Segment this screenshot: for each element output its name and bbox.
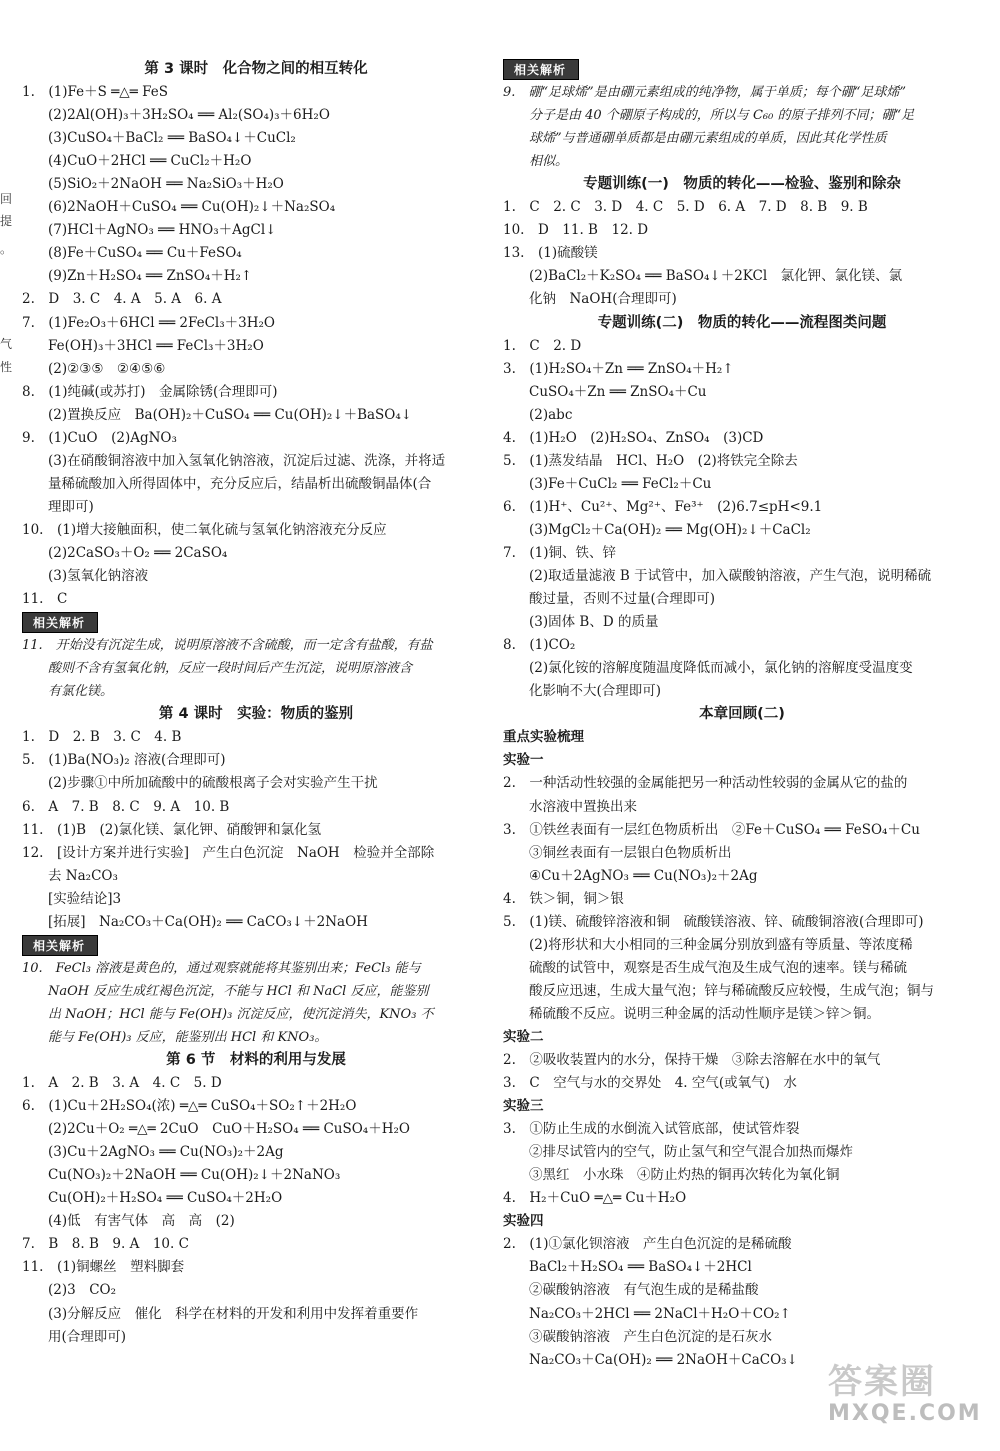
answer-line-continued: Na₂CO₃＋2HCl ══ 2NaCl＋H₂O＋CO₂↑	[529, 1305, 791, 1322]
analysis-line-continued: NaOH 反应生成红褐色沉淀，不能与 HCl 和 NaCl 反应，能鉴别	[48, 983, 429, 999]
answer-line-continued: (3)在硝酸铜溶液中加入氢氧化钠溶液，沉淀后过滤、洗涤，并将适	[48, 452, 446, 469]
answer-line: 5. (1)Ba(NO₃)₂ 溶液(合理即可)	[22, 752, 226, 769]
answer-line: 2. 一种活动性较强的金属能把另一种活动性较弱的金属从它的盐的	[503, 775, 908, 792]
answer-line-continued: Cu(OH)₂＋H₂SO₄ ══ CuSO₄＋2H₂O	[48, 1190, 283, 1207]
answer-line-continued: (4)CuO＋2HCl ══ CuCl₂＋H₂O	[48, 153, 252, 170]
answer-line-continued: (2)步骤①中所加硫酸中的硫酸根离子会对实验产生干扰	[48, 775, 378, 792]
answer-line-continued: 水溶液中置换出来	[529, 798, 637, 815]
answer-line-continued: ③碳酸钠溶液 产生白色沉淀的是石灰水	[529, 1328, 772, 1345]
answer-line-continued: (3)固体 B、D 的质量	[529, 614, 659, 631]
answer-line-continued: [拓展] Na₂CO₃＋Ca(OH)₂ ══ CaCO₃↓＋2NaOH	[48, 913, 368, 930]
answer-line-continued: (3)Cu＋2AgNO₃ ══ Cu(NO₃)₂＋2Ag	[48, 1144, 284, 1161]
answer-line-continued: (2)BaCl₂＋K₂SO₄ ══ BaSO₄↓＋2KCl 氯化钾、氯化镁、氯	[529, 268, 903, 285]
analysis-label-row	[22, 934, 490, 957]
answer-line: 8. (1)纯碱(或苏打) 金属除锈(合理即可)	[22, 383, 278, 400]
answer-line-continued: 用(合理即可)	[48, 1328, 127, 1345]
answer-line: 6. (1)H⁺、Cu²⁺、Mg²⁺、Fe³⁺ (2)6.7≤pH<9.1	[503, 498, 823, 515]
analysis-line-continued: 能与 Fe(OH)₃ 反应，能鉴别出 HCl 和 KNO₃。	[48, 1029, 328, 1045]
answer-line-continued: (3)分解反应 催化 科学在材料的开发和利用中发挥着重要作	[48, 1305, 419, 1322]
analysis-line-continued: 分子是由 40 个硼原子构成的，所以与 C₆₀ 的原子排列不同；硼“足	[529, 108, 915, 124]
answer-line-continued: CuSO₄＋Zn ══ ZnSO₄＋Cu	[529, 383, 707, 400]
answer-line-continued: Fe(OH)₃＋3HCl ══ FeCl₃＋3H₂O	[48, 337, 264, 354]
section-heading: 专题训练(二) 物质的转化——流程图类问题	[597, 314, 887, 331]
answer-line-continued: (2)2Al(OH)₃＋3H₂SO₄ ══ Al₂(SO₄)₃＋6H₂O	[48, 107, 330, 124]
answer-line-continued: ③铜丝表面有一层银白色物质析出	[529, 844, 732, 861]
analysis-label: 相关解析	[503, 59, 579, 80]
section-heading: 第 4 课时 实验：物质的鉴别	[158, 706, 354, 723]
answer-line: 11. C	[22, 591, 68, 608]
answer-line: 9. (1)CuO (2)AgNO₃	[22, 429, 177, 446]
answer-line-continued: (2)②③⑤ ②④⑤⑥	[48, 360, 166, 377]
subsection-heading: 实验二	[503, 1028, 544, 1045]
answer-line-continued: Cu(NO₃)₂＋2NaOH ══ Cu(OH)₂↓＋2NaNO₃	[48, 1167, 341, 1184]
margin-fragment: 。	[0, 242, 13, 256]
answer-line: 6. (1)Cu＋2H₂SO₄(浓) ═△═ CuSO₄＋SO₂↑＋2H₂O	[22, 1098, 357, 1115]
analysis-label-row	[22, 611, 490, 634]
answer-line: 1. C 2. C 3. D 4. C 5. D 6. A 7. D 8. B 9. B	[503, 199, 868, 216]
analysis-line: 9. 硼“足球烯”是由硼元素组成的纯净物，属于单质；每个硼“足球烯”	[503, 85, 906, 101]
answer-line: 4. H₂＋CuO ═△═ Cu＋H₂O	[503, 1190, 687, 1207]
answer-line: 3. C 空气与水的交界处 4. 空气(或氧气) 水	[503, 1075, 797, 1092]
answer-line-continued: (6)2NaOH＋CuSO₄ ══ Cu(OH)₂↓＋Na₂SO₄	[48, 199, 336, 216]
answer-line-continued: (2)将形状和大小相同的三种金属分别放到盛有等质量、等浓度稀	[529, 936, 913, 953]
answer-line-continued: (3)氢氧化钠溶液	[48, 568, 149, 585]
analysis-line-continued: 出 NaOH；HCl 能与 Fe(OH)₃ 沉淀反应，使沉淀消失，KNO₃ 不	[48, 1006, 434, 1022]
analysis-line-continued: 有氯化镁。	[48, 684, 114, 700]
answer-line: 13. (1)硫酸镁	[503, 245, 598, 262]
answer-line-continued: (2)2CaSO₃＋O₂ ══ 2CaSO₄	[48, 544, 228, 561]
answer-line-continued: (3)CuSO₄＋BaCl₂ ══ BaSO₄↓＋CuCl₂	[48, 130, 296, 147]
answer-line-continued: (2)3 CO₂	[48, 1282, 117, 1299]
subsection-heading: 实验三	[503, 1098, 544, 1115]
watermark-badge: 答案圈	[828, 1362, 936, 1402]
answer-line: 4. 铁＞铜，铜＞银	[503, 890, 624, 907]
answer-line-continued: 量稀硫酸加入所得固体中，充分反应后，结晶析出硫酸铜晶体(合	[48, 475, 432, 492]
section-heading: 第 3 课时 化合物之间的相互转化	[144, 61, 368, 77]
answer-line-continued: (3)MgCl₂＋Ca(OH)₂ ══ Mg(OH)₂↓＋CaCl₂	[529, 521, 811, 538]
answer-line-continued: 理即可)	[48, 498, 94, 515]
answer-line: 10. (1)增大接触面积，使二氧化硫与氢氧化钠溶液充分反应	[22, 521, 387, 538]
answer-line-continued: (2)氯化铵的溶解度随温度降低而减小，氯化钠的溶解度受温度变	[529, 660, 913, 677]
answer-line: 5. (1)镁、硫酸锌溶液和铜 硫酸镁溶液、锌、硫酸铜溶液(合理即可)	[503, 913, 924, 930]
answer-line: 3. (1)H₂SO₄＋Zn ══ ZnSO₄＋H₂↑	[503, 360, 734, 377]
answer-line: 1. C 2. D	[503, 337, 582, 354]
answer-line-continued: 化影响不大(合理即可)	[529, 683, 662, 700]
analysis-label: 相关解析	[22, 612, 98, 633]
answer-line-continued: 稀硫酸不反应。说明三种金属的活动性顺序是镁＞锌＞铜。	[529, 1005, 880, 1022]
answer-line-continued: ②碳酸钠溶液 有气泡生成的是稀盐酸	[529, 1282, 759, 1299]
answer-line: 11. (1)铜螺丝 塑料脚套	[22, 1259, 185, 1276]
answer-line: 2. ②吸收装置内的水分，保持干燥 ③除去溶解在水中的氧气	[503, 1052, 881, 1069]
answer-line: 6. A 7. B 8. C 9. A 10. B	[22, 798, 230, 815]
section-heading: 专题训练(一) 物质的转化——检验、鉴别和除杂	[583, 176, 901, 193]
margin-fragment: 提	[0, 214, 13, 228]
answer-line-continued: (3)Fe＋CuCl₂ ══ FeCl₂＋Cu	[529, 475, 712, 492]
answer-line-continued: ②排尽试管内的空气，防止氢气和空气混合加热而爆炸	[529, 1144, 853, 1161]
answer-line-continued: Na₂CO₃＋Ca(OH)₂ ══ 2NaOH＋CaCO₃↓	[529, 1351, 798, 1368]
answer-line: 3. ①铁丝表面有一层红色物质析出 ②Fe＋CuSO₄ ══ FeSO₄＋Cu	[503, 821, 920, 838]
analysis-label-row	[503, 58, 981, 81]
margin-fragment: 回	[0, 192, 13, 206]
analysis-line-continued: 酸则不含有氢氧化钠，反应一段时间后产生沉淀，说明原溶液含	[48, 661, 413, 677]
answer-line-continued: (9)Zn＋H₂SO₄ ══ ZnSO₄＋H₂↑	[48, 268, 253, 285]
margin-fragment: 性	[0, 360, 13, 374]
answer-line-continued: (2)2Cu＋O₂ ═△═ 2CuO CuO＋H₂SO₄ ══ CuSO₄＋H₂O	[48, 1121, 410, 1138]
left-column	[22, 58, 490, 1349]
analysis-line-continued: 球烯”与普通硼单质都是由硼元素组成的单质，因此其化学性质	[529, 131, 887, 147]
answer-line: 1. D 2. B 3. C 4. B	[22, 729, 182, 746]
answer-line-continued: (8)Fe＋CuSO₄ ══ Cu＋FeSO₄	[48, 245, 242, 262]
answer-line-continued: (2)置换反应 Ba(OH)₂＋CuSO₄ ══ Cu(OH)₂↓＋BaSO₄↓	[48, 406, 413, 423]
answer-line-continued: BaCl₂＋H₂SO₄ ══ BaSO₄↓＋2HCl	[529, 1259, 752, 1276]
answer-line-continued: ③黑红 小水珠 ④防止灼热的铜再次转化为氧化铜	[529, 1167, 840, 1184]
answer-line: 2. (1)①氯化钡溶液 产生白色沉淀的是稀硫酸	[503, 1236, 792, 1253]
answer-line: 10. D 11. B 12. D	[503, 222, 649, 239]
answer-line-continued: 酸反应迅速，生成大量气泡；锌与稀硫酸反应较慢，生成气泡；铜与	[529, 982, 934, 999]
analysis-line-continued: 相似。	[529, 154, 569, 170]
margin-fragment: 气	[0, 337, 13, 351]
answer-line: 2. D 3. C 4. A 5. A 6. A	[22, 291, 222, 308]
answer-line-continued: [实验结论]3	[48, 890, 122, 907]
analysis-line: 10. FeCl₃ 溶液是黄色的，通过观察就能将其鉴别出来；FeCl₃ 能与	[22, 960, 421, 976]
analysis-label: 相关解析	[22, 935, 98, 956]
answer-line-continued: (4)低 有害气体 高 高 (2)	[48, 1213, 235, 1230]
answer-line: 12. [设计方案并进行实验] 产生白色沉淀 NaOH 检验并全部除	[22, 844, 435, 861]
right-column	[503, 58, 981, 1372]
answer-line-continued: (7)HCl＋AgNO₃ ══ HNO₃＋AgCl↓	[48, 222, 277, 239]
answer-line: 8. (1)CO₂	[503, 637, 576, 654]
analysis-line: 11. 开始没有沉淀生成，说明原溶液不含硫酸，而一定含有盐酸，有盐	[22, 638, 433, 654]
watermark	[828, 1362, 982, 1433]
answer-line-continued: 硫酸的试管中，观察是否生成气泡及生成气泡的速率。镁与稀硫	[529, 959, 907, 976]
answer-line: 1. A 2. B 3. A 4. C 5. D	[22, 1075, 222, 1092]
answer-line: 5. (1)蒸发结晶 HCl、H₂O (2)将铁完全除去	[503, 452, 798, 469]
subsection-heading: 实验一	[503, 752, 544, 769]
answer-line-continued: (2)取适量滤液 B 于试管中，加入碳酸钠溶液，产生气泡，说明稀硫	[529, 568, 932, 585]
answer-line: 3. ①防止生成的水倒流入试管底部，使试管炸裂	[503, 1121, 800, 1138]
answer-line-continued: (5)SiO₂＋2NaOH ══ Na₂SiO₃＋H₂O	[48, 176, 284, 193]
answer-line: 11. (1)B (2)氯化镁、氯化钾、硝酸钾和氯化氢	[22, 821, 322, 838]
section-heading: 第 6 节 材料的利用与发展	[166, 1052, 346, 1069]
section-heading: 本章回顾(二)	[699, 706, 785, 723]
answer-line: 7. B 8. B 9. A 10. C	[22, 1236, 189, 1253]
answer-line: 7. (1)铜、铁、锌	[503, 544, 617, 561]
subsection-heading: 重点实验梳理	[503, 729, 584, 746]
answer-line-continued: 化钠 NaOH(合理即可)	[529, 291, 677, 308]
answer-line: 1. (1)Fe＋S ═△═ FeS	[22, 84, 168, 101]
answer-line-continued: 酸过量，否则不过量(合理即可)	[529, 591, 716, 608]
answer-line: 4. (1)H₂O (2)H₂SO₄、ZnSO₄ (3)CD	[503, 429, 764, 446]
answer-line-continued: (2)abc	[529, 406, 573, 423]
answer-line-continued: ④Cu＋2AgNO₃ ══ Cu(NO₃)₂＋2Ag	[529, 867, 758, 884]
answer-line-continued: 去 Na₂CO₃	[48, 867, 118, 884]
subsection-heading: 实验四	[503, 1213, 544, 1230]
answer-line: 7. (1)Fe₂O₃＋6HCl ══ 2FeCl₃＋3H₂O	[22, 314, 275, 331]
watermark-url: MXQE.COM	[828, 1401, 982, 1426]
